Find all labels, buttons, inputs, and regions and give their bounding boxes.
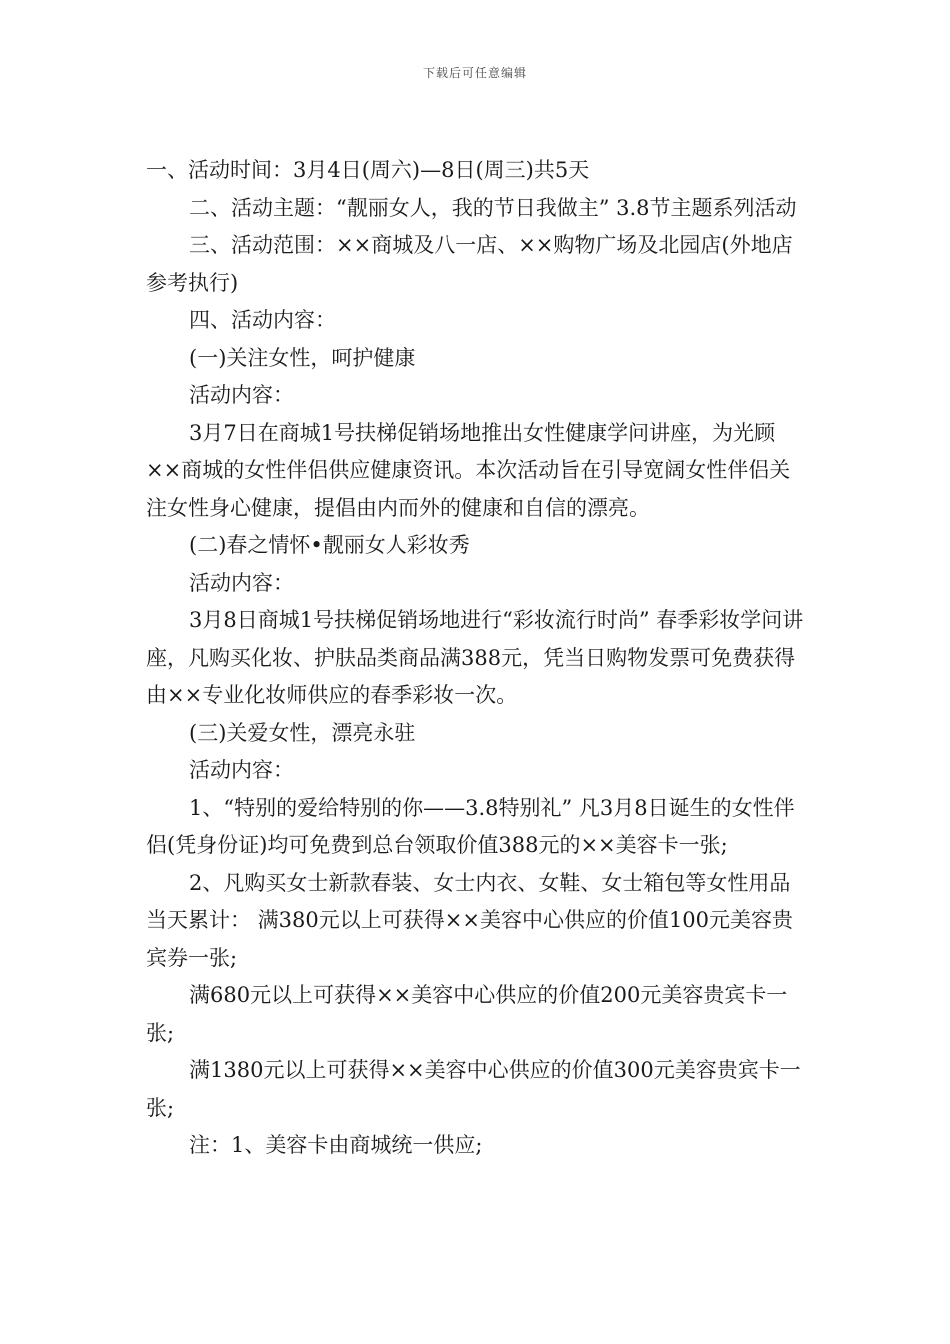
document-body [146, 152, 810, 1165]
section-1-content-label: 活动内容： [189, 383, 294, 407]
paragraph-activity-scope: 三、活动范围：××商城及八一店、××购物广场及北园店(外地店参考执行) [146, 233, 793, 295]
section-2-description: 3月8日商城1号扶梯促销场地进行“彩妆流行时尚” 春季彩妆学问讲座，凡购买化妆、护肤品类商品满388元，凭当日购物发票可免费获得由××专业化妆师供应的春季彩妆一次。 [146, 608, 804, 707]
section-3-item-1: 1、“特别的爱给特别的你——3.8特别礼” 凡3月8日诞生的女性伴侣(凭身份证)均可免费到总台领取价值388元的××美容卡一张; [146, 795, 795, 857]
section-3-content-label: 活动内容： [189, 758, 294, 782]
reward-tier-1380: 满1380元以上可获得××美容中心供应的价值300元美容贵宾卡一张; [146, 1058, 801, 1120]
section-1-description: 3月7日在商城1号扶梯促销场地推出女性健康学问讲座，为光顾××商城的女性伴侣供应健康资讯。本次活动旨在引导宽阔女性伴侣关注女性身心健康，提倡由内而外的健康和自信的漂亮。 [146, 420, 791, 520]
note-paragraph: 注：1、美容卡由商城统一供应; [189, 1133, 483, 1157]
section-3-item-2: 2、凡购买女士新款春装、女士内衣、女鞋、女士箱包等女性用品当天累计： 满380元以上可获得××美容中心供应的价值100元美容贵宾券一张; [146, 870, 794, 970]
paragraph-activity-theme: 二、活动主题：“靓丽女人，我的节日我做主” 3.8节主题系列活动 [189, 195, 797, 220]
section-heading-1: (一)关注女性，呵护健康 [189, 345, 416, 370]
paragraph-activity-content-heading: 四、活动内容： [189, 308, 336, 332]
section-heading-3: (三)关爱女性，漂亮永驻 [189, 720, 416, 745]
section-heading-2: (二)春之情怀•靓丽女人彩妆秀 [189, 533, 470, 557]
section-2-content-label: 活动内容： [189, 570, 294, 595]
paragraph-activity-time: 一、活动时间：3月4日(周六)—8日(周三)共5天 [146, 158, 590, 182]
page-header-note: 下载后可任意编辑 [422, 66, 527, 80]
reward-tier-680: 满680元以上可获得××美容中心供应的价值200元美容贵宾卡一张; [146, 983, 788, 1045]
